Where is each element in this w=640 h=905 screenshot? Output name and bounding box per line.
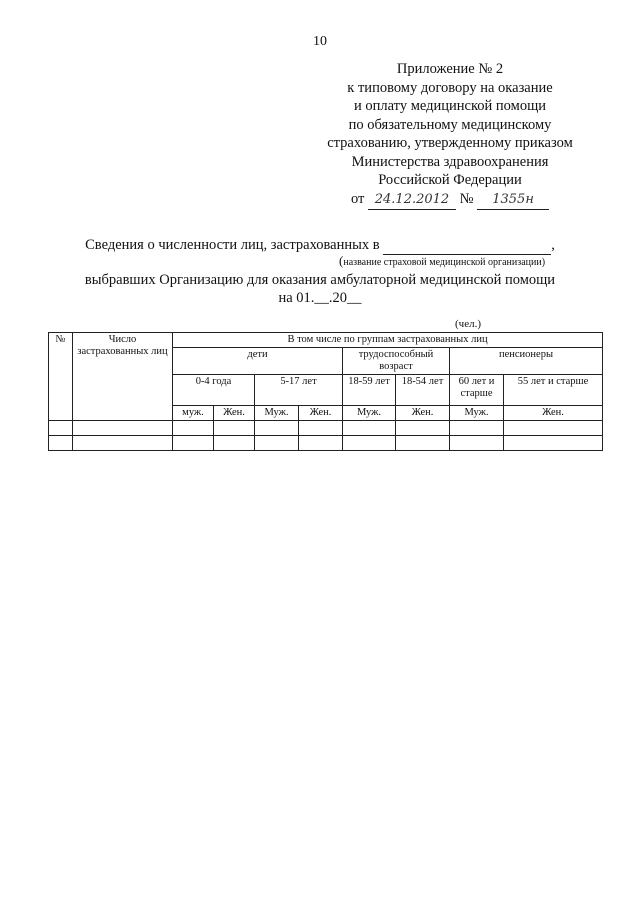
header-age-55-plus: 55 лет и старше — [504, 375, 603, 406]
order-number: 1355н — [477, 191, 549, 211]
heading-suffix: , — [551, 237, 555, 253]
header-groups: В том числе по группам застрахованных лиц — [173, 333, 603, 348]
appendix-line: по обязательному медицинскому — [348, 116, 552, 133]
order-date: 24.12.2012 — [368, 191, 456, 211]
header-no: № — [49, 333, 73, 421]
table-row — [49, 436, 603, 451]
header-sex: муж. — [173, 406, 214, 421]
unit-label: (чел.) — [455, 318, 481, 330]
order-date-line — [300, 190, 600, 211]
insurer-note — [339, 253, 545, 269]
from-label: от — [350, 190, 365, 207]
appendix-line: Министерства здравоохранения — [351, 153, 549, 170]
appendix-block — [300, 60, 600, 210]
appendix-line: Российской Федерации — [378, 172, 522, 188]
header-sex: Муж. — [343, 406, 396, 421]
population-table — [48, 332, 603, 451]
heading-line-2: выбравших Организацию для оказания амбулаторной медицинской помощи — [84, 272, 556, 288]
table-row — [49, 421, 603, 436]
page-number: 10 — [313, 34, 327, 49]
header-working-age: трудоспособный возраст — [343, 348, 450, 375]
appendix-line: Приложение № 2 — [396, 61, 504, 77]
header-sex: Жен. — [504, 406, 603, 421]
heading-prefix: Сведения о численности лиц, застрахованных в — [85, 237, 380, 253]
appendix-line: к типовому договору на оказание — [347, 79, 553, 96]
header-age-18-54: 18-54 лет — [396, 375, 450, 406]
note-text: название страховой медицинской организации) — [343, 257, 546, 268]
header-age-0-4: 0-4 года — [173, 375, 255, 406]
header-sex: Муж. — [255, 406, 299, 421]
header-pensioners: пенсионеры — [450, 348, 603, 375]
header-sex: Жен. — [214, 406, 255, 421]
number-label: № — [459, 190, 474, 207]
header-age-60-plus: 60 лет и старше — [450, 375, 504, 406]
header-children: дети — [173, 348, 343, 375]
header-sex: Жен. — [396, 406, 450, 421]
header-sex: Муж. — [450, 406, 504, 421]
header-sex: Жен. — [299, 406, 343, 421]
appendix-line: страхованию, утвержденному приказом — [327, 135, 573, 151]
header-insured-count: Число застрахованных лиц — [73, 333, 173, 421]
header-age-5-17: 5-17 лет — [255, 375, 343, 406]
header-age-18-59: 18-59 лет — [343, 375, 396, 406]
heading-line-3: на 01.__.20__ — [278, 290, 362, 306]
appendix-line: и оплату медицинской помощи — [353, 98, 546, 114]
note-paren: ( — [339, 253, 344, 268]
